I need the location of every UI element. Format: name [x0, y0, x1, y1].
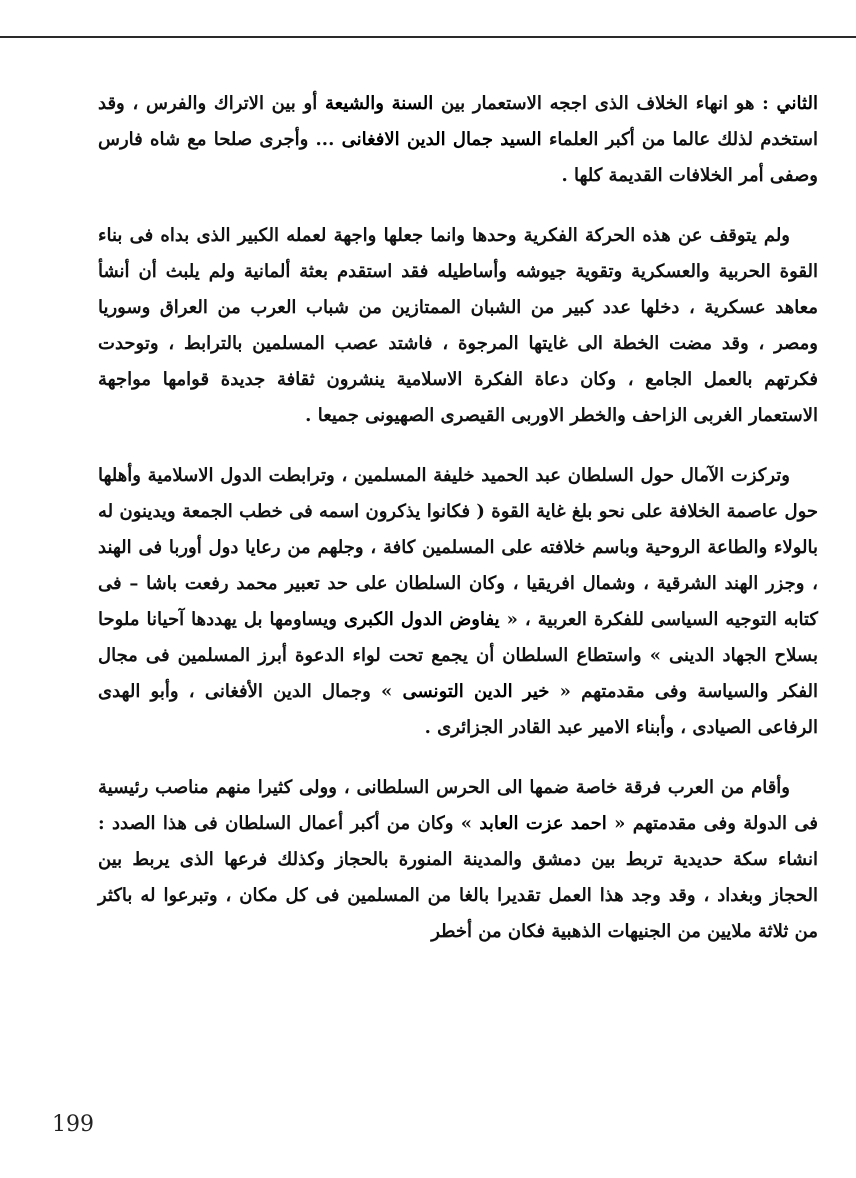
text-segment: ... وأجرى صلحا مع شاه فارس وصفى أمر الخلافات القديمة كلها . [98, 129, 818, 186]
page-number: 199 [52, 1112, 94, 1137]
text-segment: السنة والشيعة [324, 93, 434, 114]
text-segment: ولم يتوقف عن هذه الحركة الفكرية وحدها وانما جعلها واجهة لعمله الكبير الذى بداه فى بناء القوة الحربية والعسكرية وتقوية جيوشه وأساطيله فقد استقدم بعثة ألمانية ولم يلبث أن أنشأ معاهد عسكرية ، دخلها عدد كبير من الشبان الممتازين من شباب العرب من العراق وسوريا ومصر ، وقد مضت الخطة الى غايتها المرجوة ، فاشتد عصب المسلمين بالترابط ، وتوحدت فكرتهم بالعمل الجامع ، وكان دعاة الفكرة الاسلامية ينشرون ثقافة جديدة قوامها مواجهة الاستعمار الغربى الزاحف والخطر الاوربى القيصرى الصهيونى جميعا . [98, 225, 818, 426]
text-segment: » وكان من أكبر أعمال السلطان فى هذا الصدد : انشاء سكة حديدية تربط بين دمشق والمدينة المنورة بالحجاز وكذلك فرعها الذى يربط بين الحجاز وبغداد ، وقد وجد هذا العمل تقديرا بالغا من المسلمين فى كل مكان ، وتبرعوا له باكثر من ثلاثة ملايين من الجنيهات الذهبية فكان من أخطر [98, 813, 818, 942]
text-segment: : هو انهاء الخلاف الذى اججه الاستعمار بين [433, 93, 777, 114]
paragraph-1 [98, 86, 818, 194]
top-rule [0, 36, 856, 38]
text-segment: الثاني [776, 93, 818, 114]
text-segment: وتركزت الآمال حول السلطان عبد الحميد خليفة المسلمين ، وترابطت الدول الاسلامية وأهلها حول عاصمة الخلافة على نحو بلغ غاية القوة ( فكانوا يذكرون اسمه فى خطب الجمعة ويدينون له بالولاء والطاعة الروحية وباسم خلافته على المسلمين كافة ، وجلهم من رعايا دول أوربا فى الهند ، وجزر الهند الشرقية ، وشمال افريقيا ، وكان السلطان على حد تعبير محمد رفعت باشا – فى كتابه التوجيه السياسى للفكرة العربية ، « [98, 465, 818, 630]
paragraph-4 [98, 770, 818, 950]
text-segment: أو بين الاتراك والفرس ، وقد استخدم لذلك عالما من أكبر العلماء [98, 93, 819, 150]
text-segment: » وجمال الدين الأفغانى ، وأبو الهدى الرفاعى الصيادى ، وأبناء الامير عبد القادر الجزائرى . [98, 681, 818, 738]
text-segment: ويساومها بل يهددها آحيانا ملوحا بسلاح الجهاد الدينى » واستطاع السلطان أن يجمع تحت لواء الدعوة أبرز المسلمين فى مجال الفكر والسياسة وفى مقدمتهم « [98, 609, 818, 702]
text-segment: وأقام من العرب فرقة خاصة ضمها الى الحرس السلطانى ، وولى كثيرا منهم مناصب رئيسية فى الدولة وفى مقدمتهم « [98, 777, 818, 834]
text-segment: يفاوض الدول الكبرى [343, 609, 500, 630]
text-segment: احمد عزت العابد [479, 813, 607, 834]
text-segment: السيد جمال الدين الافغانى [341, 129, 542, 150]
text-segment: خير الدين التونسى [402, 681, 550, 702]
paragraph-3 [98, 458, 818, 746]
paragraph-2 [98, 218, 818, 434]
page-text-body [98, 86, 818, 974]
